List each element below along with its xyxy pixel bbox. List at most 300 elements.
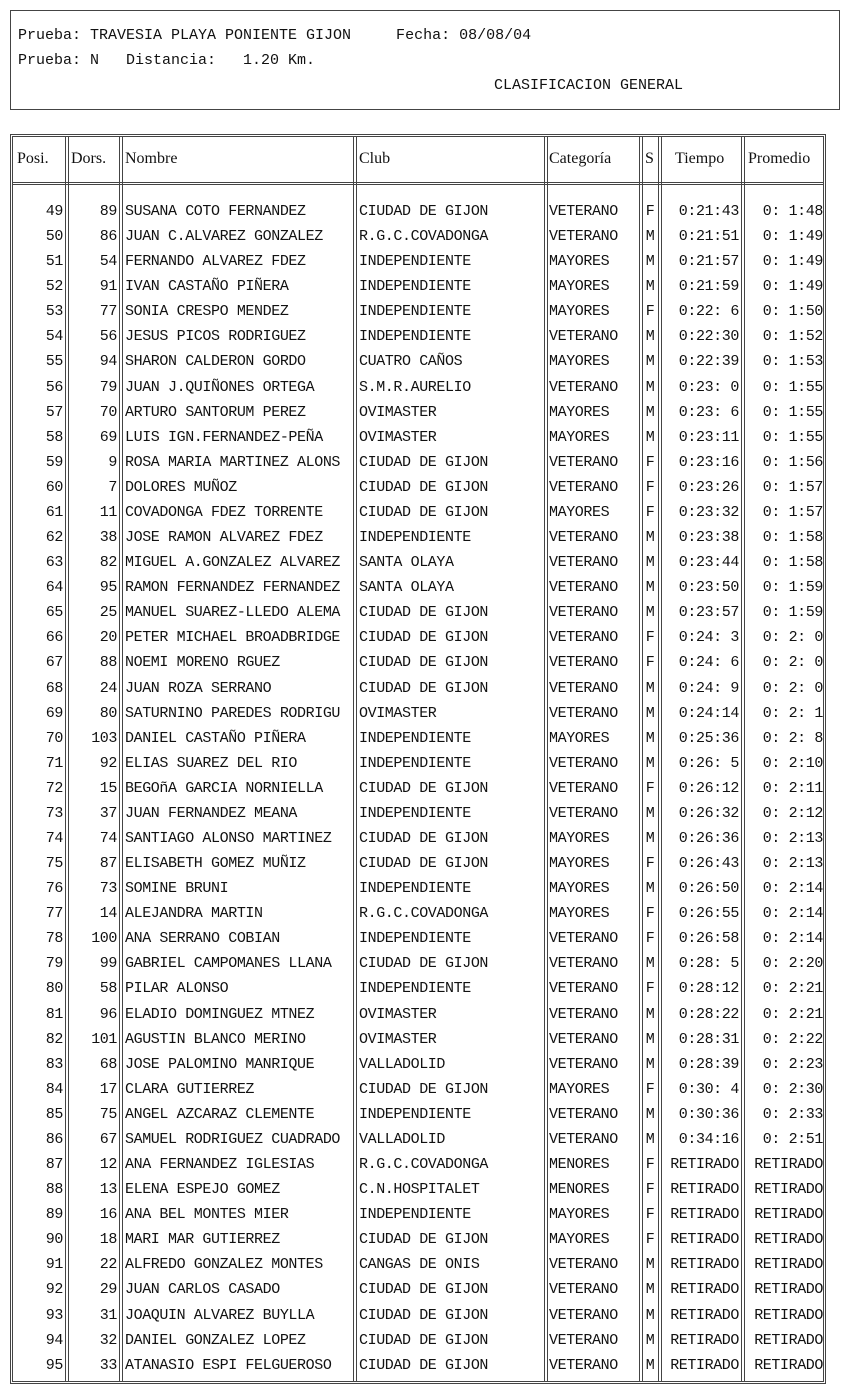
table-row <box>13 1305 823 1330</box>
header-sexo: S <box>645 150 654 167</box>
dors-cell: 54 <box>99 253 117 271</box>
dors-cell: 37 <box>99 804 117 822</box>
categoria-cell: VETERANO <box>549 779 618 797</box>
header-nombre: Nombre <box>125 150 178 167</box>
tiempo-cell: 0:23:57 <box>678 604 739 622</box>
sexo-cell: M <box>645 1331 655 1349</box>
posi-cell: 52 <box>45 278 63 296</box>
categoria-cell: MAYORES <box>549 855 610 873</box>
categoria-cell: MAYORES <box>549 278 610 296</box>
categoria-cell: MAYORES <box>549 830 610 847</box>
promedio-cell: RETIRADO <box>754 1356 823 1374</box>
dors-cell: 91 <box>99 278 117 296</box>
nombre-cell: SATURNINO PAREDES RODRIGU <box>125 704 341 722</box>
sexo-cell: M <box>645 278 655 296</box>
table-row <box>13 778 823 803</box>
tiempo-cell: 0:28: 5 <box>678 955 739 973</box>
dors-cell: 95 <box>99 579 117 597</box>
posi-cell: 50 <box>45 228 63 246</box>
promedio-cell: 0: 1:49 <box>762 228 823 246</box>
table-row <box>13 326 823 351</box>
categoria-cell: VETERANO <box>549 529 618 547</box>
club-cell: CIUDAD DE GIJON <box>359 629 489 647</box>
tiempo-cell: RETIRADO <box>670 1356 739 1374</box>
table-row <box>13 928 823 953</box>
posi-cell: 78 <box>45 930 63 948</box>
table-row <box>13 502 823 527</box>
dors-cell: 18 <box>99 1231 117 1249</box>
club-cell: OVIMASTER <box>359 704 437 722</box>
tiempo-cell: 0:24: 6 <box>678 654 739 672</box>
categoria-cell: VETERANO <box>549 1055 618 1073</box>
table-row <box>13 1179 823 1204</box>
dors-cell: 100 <box>91 930 117 948</box>
dors-cell: 58 <box>99 980 117 998</box>
tiempo-cell: 0:26:58 <box>678 930 739 948</box>
nombre-cell: JUAN CARLOS CASADO <box>125 1281 280 1299</box>
table-row <box>13 652 823 677</box>
posi-cell: 65 <box>45 604 63 622</box>
nombre-cell: FERNANDO ALVAREZ FDEZ <box>125 253 306 271</box>
sexo-cell: M <box>645 403 655 421</box>
dors-cell: 33 <box>99 1356 117 1374</box>
promedio-cell: RETIRADO <box>754 1281 823 1299</box>
tiempo-cell: 0:26: 5 <box>678 754 739 772</box>
dors-cell: 32 <box>99 1331 117 1349</box>
posi-cell: 57 <box>45 403 63 421</box>
dors-cell: 89 <box>99 203 117 220</box>
tiempo-cell: RETIRADO <box>670 1231 739 1249</box>
nombre-cell: ELADIO DOMINGUEZ MTNEZ <box>125 1005 315 1023</box>
tiempo-cell: RETIRADO <box>670 1256 739 1274</box>
dors-cell: 15 <box>99 779 117 797</box>
nombre-cell: JUAN ROZA SERRANO <box>125 679 272 697</box>
nombre-cell: COVADONGA FDEZ TORRENTE <box>125 503 323 521</box>
categoria-cell: MAYORES <box>549 1080 610 1098</box>
sexo-cell: M <box>645 353 655 371</box>
nombre-cell: LUIS IGN.FERNANDEZ-PEÑA <box>125 428 323 446</box>
posi-cell: 64 <box>45 579 63 597</box>
categoria-cell: MAYORES <box>549 353 610 371</box>
dors-cell: 68 <box>99 1055 117 1073</box>
tiempo-cell: 0:26:50 <box>678 880 739 898</box>
tiempo-cell: 0:28:22 <box>678 1005 739 1023</box>
club-cell: CIUDAD DE GIJON <box>359 478 489 496</box>
sexo-cell: M <box>645 704 655 722</box>
club-cell: VALLADOLID <box>359 1130 446 1148</box>
table-header <box>13 137 823 185</box>
tiempo-cell: 0:23:26 <box>678 478 739 496</box>
categoria-cell: VETERANO <box>549 1130 618 1148</box>
club-cell: S.M.R.AURELIO <box>359 378 471 396</box>
nombre-cell: GABRIEL CAMPOMANES LLANA <box>125 955 332 973</box>
table-row <box>13 1229 823 1254</box>
club-cell: INDEPENDIENTE <box>359 754 471 772</box>
club-cell: CUATRO CAÑOS <box>359 353 463 371</box>
categoria-cell: VETERANO <box>549 1356 618 1374</box>
sexo-cell: M <box>645 228 655 246</box>
promedio-cell: 0: 2:33 <box>762 1105 823 1123</box>
posi-cell: 95 <box>45 1356 63 1374</box>
categoria-cell: VETERANO <box>549 579 618 597</box>
promedio-cell: 0: 2: 0 <box>762 679 823 697</box>
dors-cell: 67 <box>99 1130 117 1148</box>
club-cell: CIUDAD DE GIJON <box>359 830 489 847</box>
club-cell: CIUDAD DE GIJON <box>359 203 489 220</box>
dors-cell: 24 <box>99 679 117 697</box>
header-club: Club <box>359 150 391 167</box>
nombre-cell: MIGUEL A.GONZALEZ ALVAREZ <box>125 554 341 572</box>
nombre-cell: SOMINE BRUNI <box>125 880 229 898</box>
promedio-cell: 0: 2:22 <box>762 1030 823 1048</box>
club-cell: CIUDAD DE GIJON <box>359 1356 489 1374</box>
tiempo-cell: 0:24: 3 <box>678 629 739 647</box>
nombre-cell: JESUS PICOS RODRIGUEZ <box>125 328 306 346</box>
posi-cell: 53 <box>45 303 63 321</box>
sexo-cell: F <box>645 203 655 220</box>
sexo-cell: M <box>645 1005 655 1023</box>
table-row <box>13 552 823 577</box>
nombre-cell: JOAQUIN ALVAREZ BUYLLA <box>125 1306 315 1324</box>
tiempo-cell: RETIRADO <box>670 1281 739 1299</box>
promedio-cell: 0: 2: 8 <box>762 729 823 747</box>
dors-cell: 82 <box>99 554 117 572</box>
nombre-cell: ELENA ESPEJO GOMEZ <box>125 1181 280 1199</box>
posi-cell: 72 <box>45 779 63 797</box>
table-row <box>13 1279 823 1304</box>
sexo-cell: F <box>645 1206 655 1224</box>
nombre-cell: PILAR ALONSO <box>125 980 229 998</box>
categoria-cell: VETERANO <box>549 1005 618 1023</box>
tiempo-cell: RETIRADO <box>670 1181 739 1199</box>
sexo-cell: M <box>645 1256 655 1274</box>
table-row <box>13 402 823 427</box>
promedio-cell: 0: 2:14 <box>762 930 823 948</box>
nombre-cell: ATANASIO ESPI FELGUEROSO <box>125 1356 332 1374</box>
dors-cell: 73 <box>99 880 117 898</box>
posi-cell: 83 <box>45 1055 63 1073</box>
club-cell: OVIMASTER <box>359 1005 437 1023</box>
nombre-cell: PETER MICHAEL BROADBRIDGE <box>125 629 341 647</box>
tiempo-cell: 0:26:12 <box>678 779 739 797</box>
categoria-cell: VETERANO <box>549 453 618 471</box>
categoria-cell: VETERANO <box>549 704 618 722</box>
results-table <box>10 134 826 1384</box>
sexo-cell: F <box>645 905 655 923</box>
table-row <box>13 351 823 376</box>
promedio-cell: 0: 1:57 <box>762 503 823 521</box>
nombre-cell: ANA SERRANO COBIAN <box>125 930 280 948</box>
categoria-cell: VETERANO <box>549 930 618 948</box>
categoria-cell: VETERANO <box>549 378 618 396</box>
tiempo-cell: 0:28:12 <box>678 980 739 998</box>
club-cell: INDEPENDIENTE <box>359 303 471 321</box>
sexo-cell: F <box>645 855 655 873</box>
promedio-cell: 0: 1:53 <box>762 353 823 371</box>
categoria-cell: MENORES <box>549 1156 610 1174</box>
tiempo-cell: 0:30: 4 <box>678 1080 739 1098</box>
table-row <box>13 728 823 753</box>
categoria-cell: VETERANO <box>549 228 618 246</box>
dors-cell: 22 <box>99 1256 117 1274</box>
table-row <box>13 226 823 251</box>
promedio-cell: 0: 1:49 <box>762 278 823 296</box>
posi-cell: 82 <box>45 1030 63 1048</box>
dors-cell: 17 <box>99 1080 117 1098</box>
nombre-cell: ROSA MARIA MARTINEZ ALONS <box>125 453 341 471</box>
sexo-cell: F <box>645 1231 655 1249</box>
promedio-cell: RETIRADO <box>754 1181 823 1199</box>
nombre-cell: ANA FERNANDEZ IGLESIAS <box>125 1156 315 1174</box>
categoria-cell: VETERANO <box>549 1256 618 1274</box>
promedio-cell: RETIRADO <box>754 1156 823 1174</box>
posi-cell: 51 <box>45 253 63 271</box>
promedio-cell: 0: 2:30 <box>762 1080 823 1098</box>
nombre-cell: ARTURO SANTORUM PEREZ <box>125 403 306 421</box>
posi-cell: 87 <box>45 1156 63 1174</box>
club-cell: CIUDAD DE GIJON <box>359 654 489 672</box>
promedio-cell: 0: 2:21 <box>762 1005 823 1023</box>
tiempo-cell: 0:21:43 <box>678 203 739 220</box>
table-row <box>13 1079 823 1104</box>
posi-cell: 94 <box>45 1331 63 1349</box>
promedio-cell: 0: 2:12 <box>762 804 823 822</box>
posi-cell: 77 <box>45 905 63 923</box>
table-row <box>13 427 823 452</box>
tiempo-cell: 0:23:50 <box>678 579 739 597</box>
table-row <box>13 878 823 903</box>
dors-cell: 69 <box>99 428 117 446</box>
sexo-cell: M <box>645 579 655 597</box>
sexo-cell: M <box>645 1130 655 1148</box>
dors-cell: 103 <box>91 729 117 747</box>
posi-cell: 58 <box>45 428 63 446</box>
club-cell: CIUDAD DE GIJON <box>359 1281 489 1299</box>
dors-cell: 88 <box>99 654 117 672</box>
report-header <box>10 10 840 110</box>
promedio-cell: 0: 2: 0 <box>762 629 823 647</box>
categoria-cell: VETERANO <box>549 203 618 220</box>
categoria-cell: VETERANO <box>549 478 618 496</box>
dors-cell: 14 <box>99 905 117 923</box>
dors-cell: 101 <box>91 1030 117 1048</box>
promedio-cell: 0: 1:52 <box>762 328 823 346</box>
nombre-cell: ANGEL AZCARAZ CLEMENTE <box>125 1105 315 1123</box>
posi-cell: 60 <box>45 478 63 496</box>
promedio-cell: 0: 2:11 <box>762 779 823 797</box>
nombre-cell: JUAN J.QUIÑONES ORTEGA <box>125 378 315 396</box>
categoria-cell: MAYORES <box>549 729 610 747</box>
sexo-cell: F <box>645 629 655 647</box>
club-cell: INDEPENDIENTE <box>359 729 471 747</box>
tiempo-cell: 0:25:36 <box>678 729 739 747</box>
posi-cell: 62 <box>45 529 63 547</box>
dors-cell: 86 <box>99 228 117 246</box>
sexo-cell: F <box>645 478 655 496</box>
promedio-cell: 0: 2: 1 <box>762 704 823 722</box>
categoria-cell: VETERANO <box>549 1105 618 1123</box>
sexo-cell: M <box>645 1306 655 1324</box>
posi-cell: 63 <box>45 554 63 572</box>
posi-cell: 75 <box>45 855 63 873</box>
dors-cell: 38 <box>99 529 117 547</box>
promedio-cell: 0: 2:13 <box>762 830 823 847</box>
sexo-cell: M <box>645 554 655 572</box>
categoria-cell: MAYORES <box>549 303 610 321</box>
tiempo-cell: RETIRADO <box>670 1206 739 1224</box>
promedio-cell: 0: 1:55 <box>762 403 823 421</box>
tiempo-cell: 0:26:43 <box>678 855 739 873</box>
promedio-cell: 0: 2:20 <box>762 955 823 973</box>
posi-cell: 93 <box>45 1306 63 1324</box>
categoria-cell: MAYORES <box>549 1206 610 1224</box>
nombre-cell: ELIAS SUAREZ DEL RIO <box>125 754 298 772</box>
categoria-cell: VETERANO <box>549 629 618 647</box>
table-row <box>13 678 823 703</box>
dors-cell: 74 <box>99 830 117 847</box>
dors-cell: 56 <box>99 328 117 346</box>
club-cell: R.G.C.COVADONGA <box>359 1156 489 1174</box>
dors-cell: 87 <box>99 855 117 873</box>
posi-cell: 73 <box>45 804 63 822</box>
table-row <box>13 978 823 1003</box>
promedio-cell: 0: 1:55 <box>762 378 823 396</box>
nombre-cell: NOEMI MORENO RGUEZ <box>125 654 280 672</box>
club-cell: OVIMASTER <box>359 428 437 446</box>
posi-cell: 89 <box>45 1206 63 1224</box>
dors-cell: 80 <box>99 704 117 722</box>
tiempo-cell: 0:26:32 <box>678 804 739 822</box>
nombre-cell: ELISABETH GOMEZ MUÑIZ <box>125 855 306 873</box>
club-cell: CANGAS DE ONIS <box>359 1256 480 1274</box>
header-categoria: Categoría <box>549 150 612 167</box>
promedio-cell: 0: 1:55 <box>762 428 823 446</box>
promedio-cell: 0: 1:59 <box>762 579 823 597</box>
categoria-cell: VETERANO <box>549 955 618 973</box>
sexo-cell: M <box>645 1356 655 1374</box>
dors-cell: 20 <box>99 629 117 647</box>
promedio-cell: 0: 1:58 <box>762 529 823 547</box>
club-cell: INDEPENDIENTE <box>359 880 471 898</box>
tiempo-cell: 0:30:36 <box>678 1105 739 1123</box>
distance-line: Prueba: N Distancia: 1.20 Km. <box>18 52 316 69</box>
club-cell: R.G.C.COVADONGA <box>359 228 489 246</box>
posi-cell: 79 <box>45 955 63 973</box>
tiempo-cell: RETIRADO <box>670 1331 739 1349</box>
dors-cell: 31 <box>99 1306 117 1324</box>
tiempo-cell: 0:21:59 <box>678 278 739 296</box>
table-row <box>13 276 823 301</box>
promedio-cell: 0: 1:57 <box>762 478 823 496</box>
table-row <box>13 853 823 878</box>
nombre-cell: MARI MAR GUTIERREZ <box>125 1231 280 1249</box>
nombre-cell: DOLORES MUÑOZ <box>125 478 237 496</box>
club-cell: INDEPENDIENTE <box>359 804 471 822</box>
table-row <box>13 1254 823 1279</box>
tiempo-cell: 0:23: 6 <box>678 403 739 421</box>
sexo-cell: M <box>645 679 655 697</box>
header-tiempo: Tiempo <box>675 150 725 167</box>
club-cell: INDEPENDIENTE <box>359 1206 471 1224</box>
tiempo-cell: 0:23:44 <box>678 554 739 572</box>
sexo-cell: F <box>645 1156 655 1174</box>
promedio-cell: RETIRADO <box>754 1256 823 1274</box>
club-cell: CIUDAD DE GIJON <box>359 453 489 471</box>
categoria-cell: VETERANO <box>549 1281 618 1299</box>
nombre-cell: SAMUEL RODRIGUEZ CUADRADO <box>125 1130 341 1148</box>
promedio-cell: 0: 2:51 <box>762 1130 823 1148</box>
posi-cell: 54 <box>45 328 63 346</box>
promedio-cell: RETIRADO <box>754 1231 823 1249</box>
posi-cell: 66 <box>45 629 63 647</box>
club-cell: CIUDAD DE GIJON <box>359 955 489 973</box>
categoria-cell: VETERANO <box>549 1306 618 1324</box>
categoria-cell: VETERANO <box>549 1030 618 1048</box>
tiempo-cell: 0:21:51 <box>678 228 739 246</box>
club-cell: CIUDAD DE GIJON <box>359 779 489 797</box>
sexo-cell: M <box>645 955 655 973</box>
table-row <box>13 201 823 226</box>
posi-cell: 80 <box>45 980 63 998</box>
club-cell: VALLADOLID <box>359 1055 446 1073</box>
posi-cell: 71 <box>45 754 63 772</box>
tiempo-cell: 0:22:39 <box>678 353 739 371</box>
categoria-cell: VETERANO <box>549 754 618 772</box>
nombre-cell: ALEJANDRA MARTIN <box>125 905 263 923</box>
posi-cell: 88 <box>45 1181 63 1199</box>
club-cell: C.N.HOSPITALET <box>359 1181 480 1199</box>
sexo-cell: F <box>645 303 655 321</box>
table-row <box>13 1104 823 1129</box>
tiempo-cell: 0:26:55 <box>678 905 739 923</box>
posi-cell: 76 <box>45 880 63 898</box>
club-cell: CIUDAD DE GIJON <box>359 1080 489 1098</box>
nombre-cell: CLARA GUTIERREZ <box>125 1080 255 1098</box>
categoria-cell: VETERANO <box>549 804 618 822</box>
nombre-cell: JOSE RAMON ALVAREZ FDEZ <box>125 529 323 547</box>
club-cell: OVIMASTER <box>359 1030 437 1048</box>
club-cell: INDEPENDIENTE <box>359 253 471 271</box>
categoria-cell: VETERANO <box>549 679 618 697</box>
posi-cell: 92 <box>45 1281 63 1299</box>
promedio-cell: 0: 2:21 <box>762 980 823 998</box>
posi-cell: 91 <box>45 1256 63 1274</box>
posi-cell: 61 <box>45 503 63 521</box>
dors-cell: 70 <box>99 403 117 421</box>
categoria-cell: MAYORES <box>549 253 610 271</box>
dors-cell: 7 <box>108 478 117 496</box>
nombre-cell: SUSANA COTO FERNANDEZ <box>125 203 306 220</box>
promedio-cell: 0: 1:50 <box>762 303 823 321</box>
dors-cell: 13 <box>99 1181 117 1199</box>
categoria-cell: VETERANO <box>549 1331 618 1349</box>
club-cell: INDEPENDIENTE <box>359 930 471 948</box>
posi-cell: 74 <box>45 830 63 847</box>
posi-cell: 85 <box>45 1105 63 1123</box>
tiempo-cell: 0:23:11 <box>678 428 739 446</box>
sexo-cell: M <box>645 253 655 271</box>
categoria-cell: MENORES <box>549 1181 610 1199</box>
table-row <box>13 903 823 928</box>
tiempo-cell: 0:22:30 <box>678 328 739 346</box>
dors-cell: 11 <box>99 503 117 521</box>
posi-cell: 86 <box>45 1130 63 1148</box>
posi-cell: 69 <box>45 704 63 722</box>
dors-cell: 79 <box>99 378 117 396</box>
dors-cell: 92 <box>99 754 117 772</box>
nombre-cell: ALFREDO GONZALEZ MONTES <box>125 1256 323 1274</box>
club-cell: CIUDAD DE GIJON <box>359 503 489 521</box>
